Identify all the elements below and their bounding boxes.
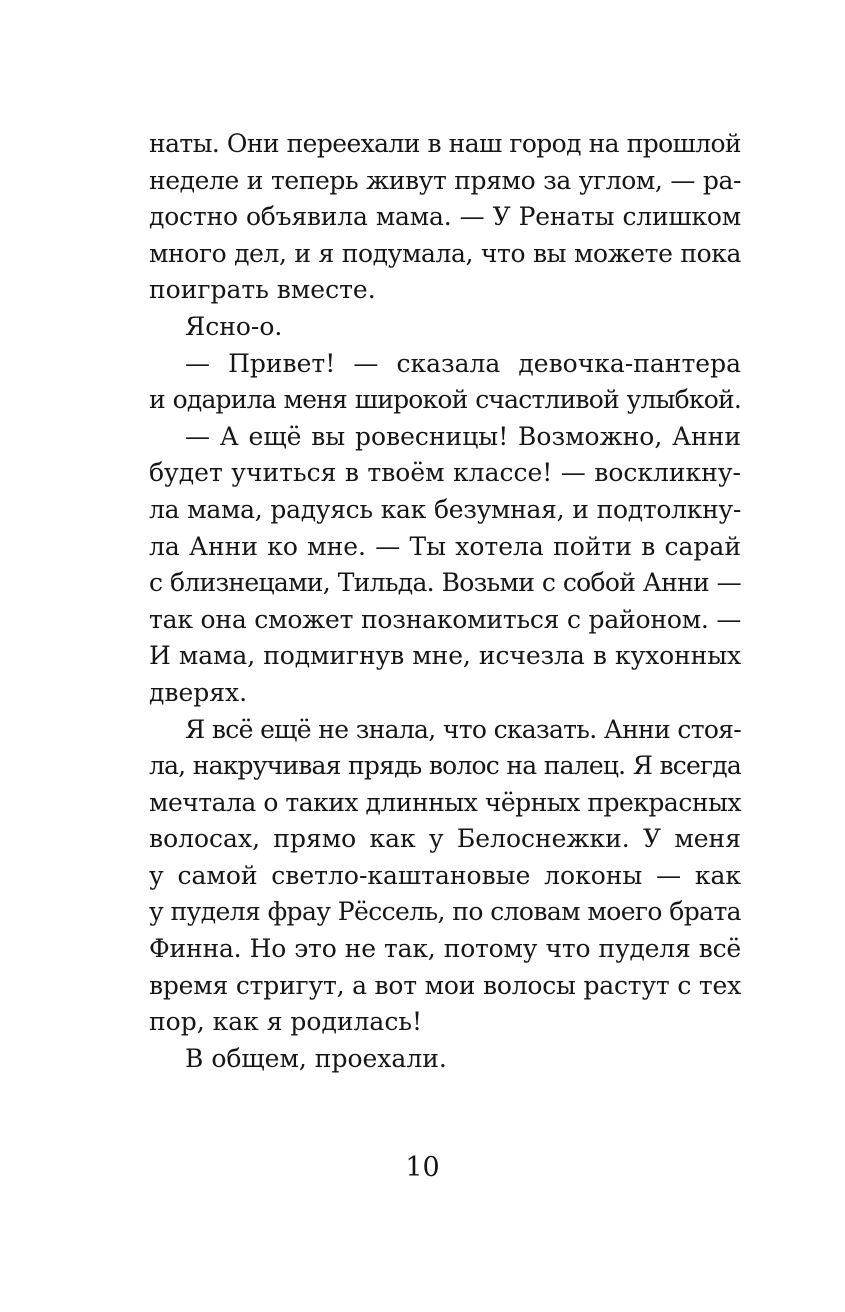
page-number: 10 bbox=[405, 1152, 440, 1183]
text-line: ла Анни ко мне. — Ты хотела пойти в сарай bbox=[149, 531, 741, 561]
text-line: много дел, и я подумала, что вы можете пока bbox=[149, 238, 741, 268]
text-line: ла, накручивая прядь волос на палец. Я всегда bbox=[149, 751, 741, 781]
text-line: наты. Они переехали в наш город на прошлой bbox=[149, 129, 741, 158]
text-line: с близнецами, Тильда. Возьми с собой Анни — bbox=[149, 568, 741, 598]
text-line: Ясно-о. bbox=[185, 311, 283, 341]
text-line: Я всё ещё не знала, что сказать. Анни стоя- bbox=[185, 714, 741, 744]
text-line: мечтала о таких длинных чёрных прекрасных bbox=[149, 787, 741, 817]
text-line: у самой светло-каштановые локоны — как bbox=[149, 860, 741, 890]
text-body bbox=[149, 126, 741, 1077]
text-line: Финна. Но это не так, потому что пуделя всё bbox=[149, 934, 741, 964]
text-line: будет учиться в твоём классе! — воскликну- bbox=[149, 458, 741, 488]
text-line: ла мама, радуясь как безумная, и подтолкну- bbox=[149, 494, 741, 524]
text-line: у пуделя фрау Рёссель, по словам моего брата bbox=[149, 897, 741, 927]
text-line: дверях. bbox=[149, 677, 248, 707]
text-line: волосах, прямо как у Белоснежки. У меня bbox=[149, 824, 741, 854]
text-line: неделе и теперь живут прямо за углом, — ра- bbox=[149, 165, 741, 195]
text-line: так она сможет познакомиться с районом. — bbox=[149, 604, 742, 634]
text-line: — Привет! — сказала девочка-пантера bbox=[185, 348, 741, 378]
text-line: — А ещё вы ровесницы! Возможно, Анни bbox=[185, 421, 741, 451]
text-line: В общем, проехали. bbox=[185, 1043, 447, 1073]
text-line: время стригут, а вот мои волосы растут с тех bbox=[149, 970, 741, 1000]
text-line: и одарила меня широкой счастливой улыбкой. bbox=[149, 385, 741, 415]
text-line: поиграть вместе. bbox=[149, 275, 376, 305]
text-line: И мама, подмигнув мне, исчезла в кухонных bbox=[149, 641, 741, 671]
text-line: достно объявила мама. — У Ренаты слишком bbox=[149, 202, 741, 232]
text-line: пор, как я родилась! bbox=[149, 1007, 422, 1037]
